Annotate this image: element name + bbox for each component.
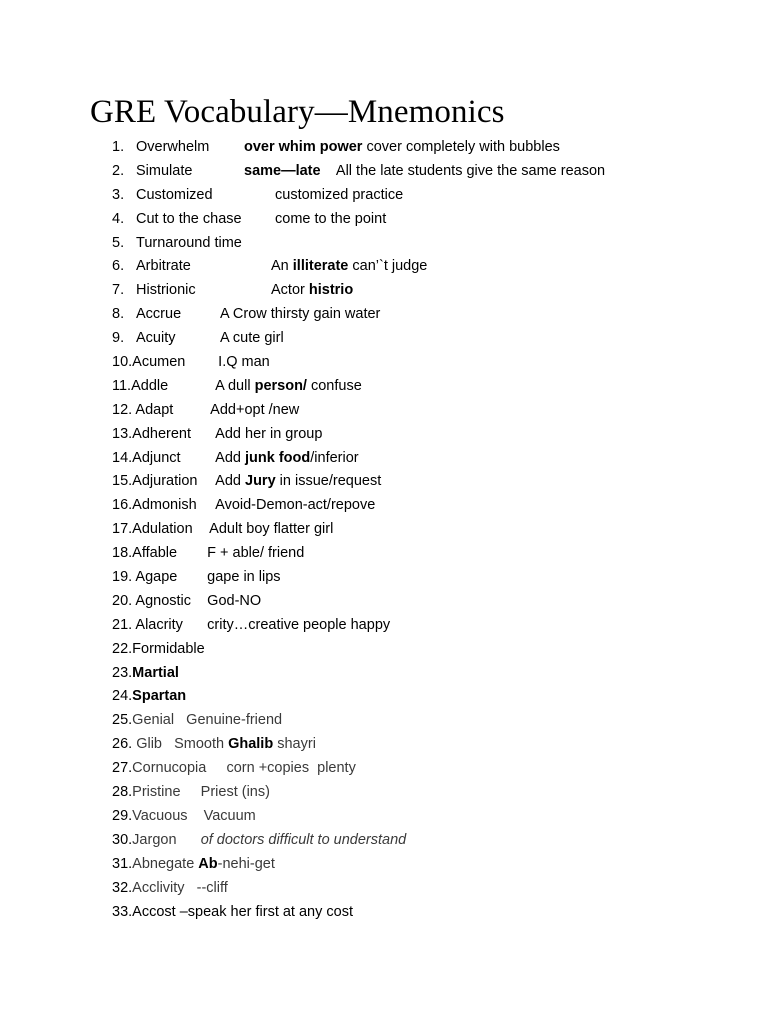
vocab-word: Pristine Priest (ins) xyxy=(132,784,270,801)
list-item xyxy=(112,757,752,781)
vocab-word: Accost –speak her first at any cost xyxy=(132,903,353,920)
list-item xyxy=(112,638,752,662)
list-item xyxy=(112,255,752,279)
list-item xyxy=(112,542,752,566)
list-item xyxy=(112,853,752,877)
vocab-word: Adjunct xyxy=(132,449,181,466)
vocab-mnemonic: -nehi-get xyxy=(217,855,275,872)
list-item xyxy=(112,184,752,208)
list-item xyxy=(112,399,752,423)
item-number: 30. xyxy=(112,831,133,848)
vocab-word: Vacuous Vacuum xyxy=(132,807,256,824)
list-item xyxy=(112,662,752,686)
list-item xyxy=(112,709,752,733)
vocab-mnemonic: same—late xyxy=(244,162,321,179)
vocab-word: Abnegate xyxy=(132,855,199,872)
vocab-mnemonic: come to the point xyxy=(275,210,387,227)
vocab-mnemonic: A dull xyxy=(215,377,255,394)
item-number: 8. xyxy=(112,306,125,323)
item-number: 33. xyxy=(112,903,133,920)
list-item xyxy=(112,208,752,232)
item-number: 18. xyxy=(112,545,133,562)
item-number: 12. xyxy=(112,401,133,418)
vocab-word: Jargon xyxy=(132,831,201,848)
item-number: 14. xyxy=(112,449,133,466)
list-item xyxy=(112,303,752,327)
vocabulary-list xyxy=(112,136,752,924)
item-number: 25. xyxy=(112,712,133,729)
vocab-mnemonic: cover completely with bubbles xyxy=(362,139,560,155)
vocab-mnemonic: Add xyxy=(215,473,246,490)
list-item xyxy=(112,901,752,925)
vocab-mnemonic: I.Q man xyxy=(218,354,270,371)
vocab-word: Admonish xyxy=(132,497,197,514)
item-number: 13. xyxy=(112,425,133,442)
vocab-word: Turnaround time xyxy=(136,234,242,251)
vocab-word: Adulation xyxy=(132,521,193,538)
item-number: 21. xyxy=(112,616,133,633)
vocab-word: Overwhelm xyxy=(136,139,210,155)
list-item xyxy=(112,447,752,471)
list-item xyxy=(112,685,752,709)
vocab-word: Histrionic xyxy=(136,282,196,299)
vocab-word: Martial xyxy=(132,664,179,681)
item-number: 16. xyxy=(112,497,133,514)
vocab-word: Adapt xyxy=(132,401,174,418)
item-number: 17. xyxy=(112,521,133,538)
item-number: 10. xyxy=(112,354,133,371)
vocab-mnemonic: person/ xyxy=(254,377,307,394)
item-number: 3. xyxy=(112,186,125,203)
vocab-word: Affable xyxy=(132,545,178,562)
list-item xyxy=(112,805,752,829)
vocab-word: Customized xyxy=(136,186,213,203)
vocab-mnemonic: A cute girl xyxy=(220,330,284,347)
list-item xyxy=(112,733,752,757)
vocab-mnemonic: Add+opt /new xyxy=(210,401,300,418)
list-item xyxy=(112,518,752,542)
item-number: 20. xyxy=(112,592,133,609)
vocab-word: Adherent xyxy=(132,425,192,442)
vocab-mnemonic: customized practice xyxy=(275,186,404,203)
vocab-mnemonic: F + able/ friend xyxy=(207,545,305,562)
vocab-mnemonic: confuse xyxy=(306,377,362,394)
item-number: 7. xyxy=(112,282,125,299)
vocab-word: Formidable xyxy=(132,640,205,657)
item-number: 24. xyxy=(112,688,133,705)
vocab-word: Adjuration xyxy=(132,473,198,490)
vocab-mnemonic: in issue/request xyxy=(275,473,382,490)
vocab-word: Alacrity xyxy=(132,616,183,633)
vocab-word: Agnostic xyxy=(132,592,192,609)
item-number: 31. xyxy=(112,855,133,872)
vocab-mnemonic: illiterate xyxy=(292,258,349,275)
item-number: 22. xyxy=(112,640,133,657)
vocab-mnemonic: Add her in group xyxy=(215,425,323,442)
item-number: 9. xyxy=(112,330,125,347)
vocab-mnemonic: can’`t judge xyxy=(348,258,428,275)
vocab-mnemonic: gape in lips xyxy=(207,569,281,586)
item-number: 19. xyxy=(112,569,133,586)
list-item xyxy=(112,877,752,901)
item-number: 27. xyxy=(112,760,133,777)
vocab-mnemonic: Avoid-Demon-act/repove xyxy=(215,497,376,514)
vocab-mnemonic: Actor xyxy=(271,282,309,299)
vocab-word: Glib Smooth xyxy=(132,736,229,753)
item-number: 32. xyxy=(112,879,133,896)
list-item xyxy=(112,136,752,160)
item-number: 4. xyxy=(112,210,125,227)
item-number: 11. xyxy=(112,377,132,394)
item-number: 23. xyxy=(112,664,133,681)
vocab-mnemonic: shayri xyxy=(273,736,316,753)
vocab-word: Simulate xyxy=(136,162,193,179)
item-number: 5. xyxy=(112,234,125,251)
vocab-word: Acclivity --cliff xyxy=(132,879,228,896)
list-item xyxy=(112,494,752,518)
vocab-mnemonic: histrio xyxy=(308,282,354,299)
list-item xyxy=(112,566,752,590)
vocab-mnemonic: Jury xyxy=(245,473,276,490)
vocab-word: Cut to the chase xyxy=(136,210,242,227)
vocab-mnemonic: God-NO xyxy=(207,592,262,609)
list-item xyxy=(112,327,752,351)
item-number: 26. xyxy=(112,736,133,753)
vocab-mnemonic: Add xyxy=(215,449,246,466)
list-item xyxy=(112,160,752,184)
vocab-mnemonic: Adult boy flatter girl xyxy=(209,521,334,538)
vocab-mnemonic: An xyxy=(271,258,293,275)
vocab-word: Acuity xyxy=(136,330,176,347)
vocab-mnemonic: All the late students give the same reason xyxy=(320,162,606,179)
item-number: 1. xyxy=(112,139,125,155)
vocab-mnemonic: over whim power xyxy=(244,139,363,155)
list-item xyxy=(112,351,752,375)
vocab-mnemonic: of doctors difficult to understand xyxy=(200,831,407,848)
list-item xyxy=(112,232,752,256)
item-number: 6. xyxy=(112,258,125,275)
list-item xyxy=(112,375,752,399)
vocab-mnemonic: /inferior xyxy=(310,449,359,466)
vocab-word: Accrue xyxy=(136,306,182,323)
vocab-word: Cornucopia corn +copies plenty xyxy=(132,760,356,777)
vocab-word: Acumen xyxy=(132,354,186,371)
vocab-mnemonic: crity…creative people happy xyxy=(207,616,391,633)
page-title: GRE Vocabulary—Mnemonics xyxy=(90,94,505,130)
vocab-mnemonic: A Crow thirsty gain water xyxy=(220,306,381,323)
vocab-mnemonic: junk food xyxy=(245,449,311,466)
item-number: 15. xyxy=(112,473,133,490)
vocab-word: Spartan xyxy=(132,688,187,705)
list-item xyxy=(112,423,752,447)
vocab-word: Addle xyxy=(131,377,169,394)
vocab-mnemonic: Ab xyxy=(198,855,218,872)
item-number: 28. xyxy=(112,784,133,801)
vocab-mnemonic: Ghalib xyxy=(228,736,274,753)
list-item xyxy=(112,614,752,638)
list-item xyxy=(112,470,752,494)
list-item xyxy=(112,781,752,805)
list-item xyxy=(112,829,752,853)
vocab-word: Genial Genuine-friend xyxy=(132,712,283,729)
vocab-word: Agape xyxy=(132,569,178,586)
list-item xyxy=(112,590,752,614)
item-number: 2. xyxy=(112,162,125,179)
item-number: 29. xyxy=(112,807,133,824)
list-item xyxy=(112,279,752,303)
vocab-word: Arbitrate xyxy=(136,258,191,275)
